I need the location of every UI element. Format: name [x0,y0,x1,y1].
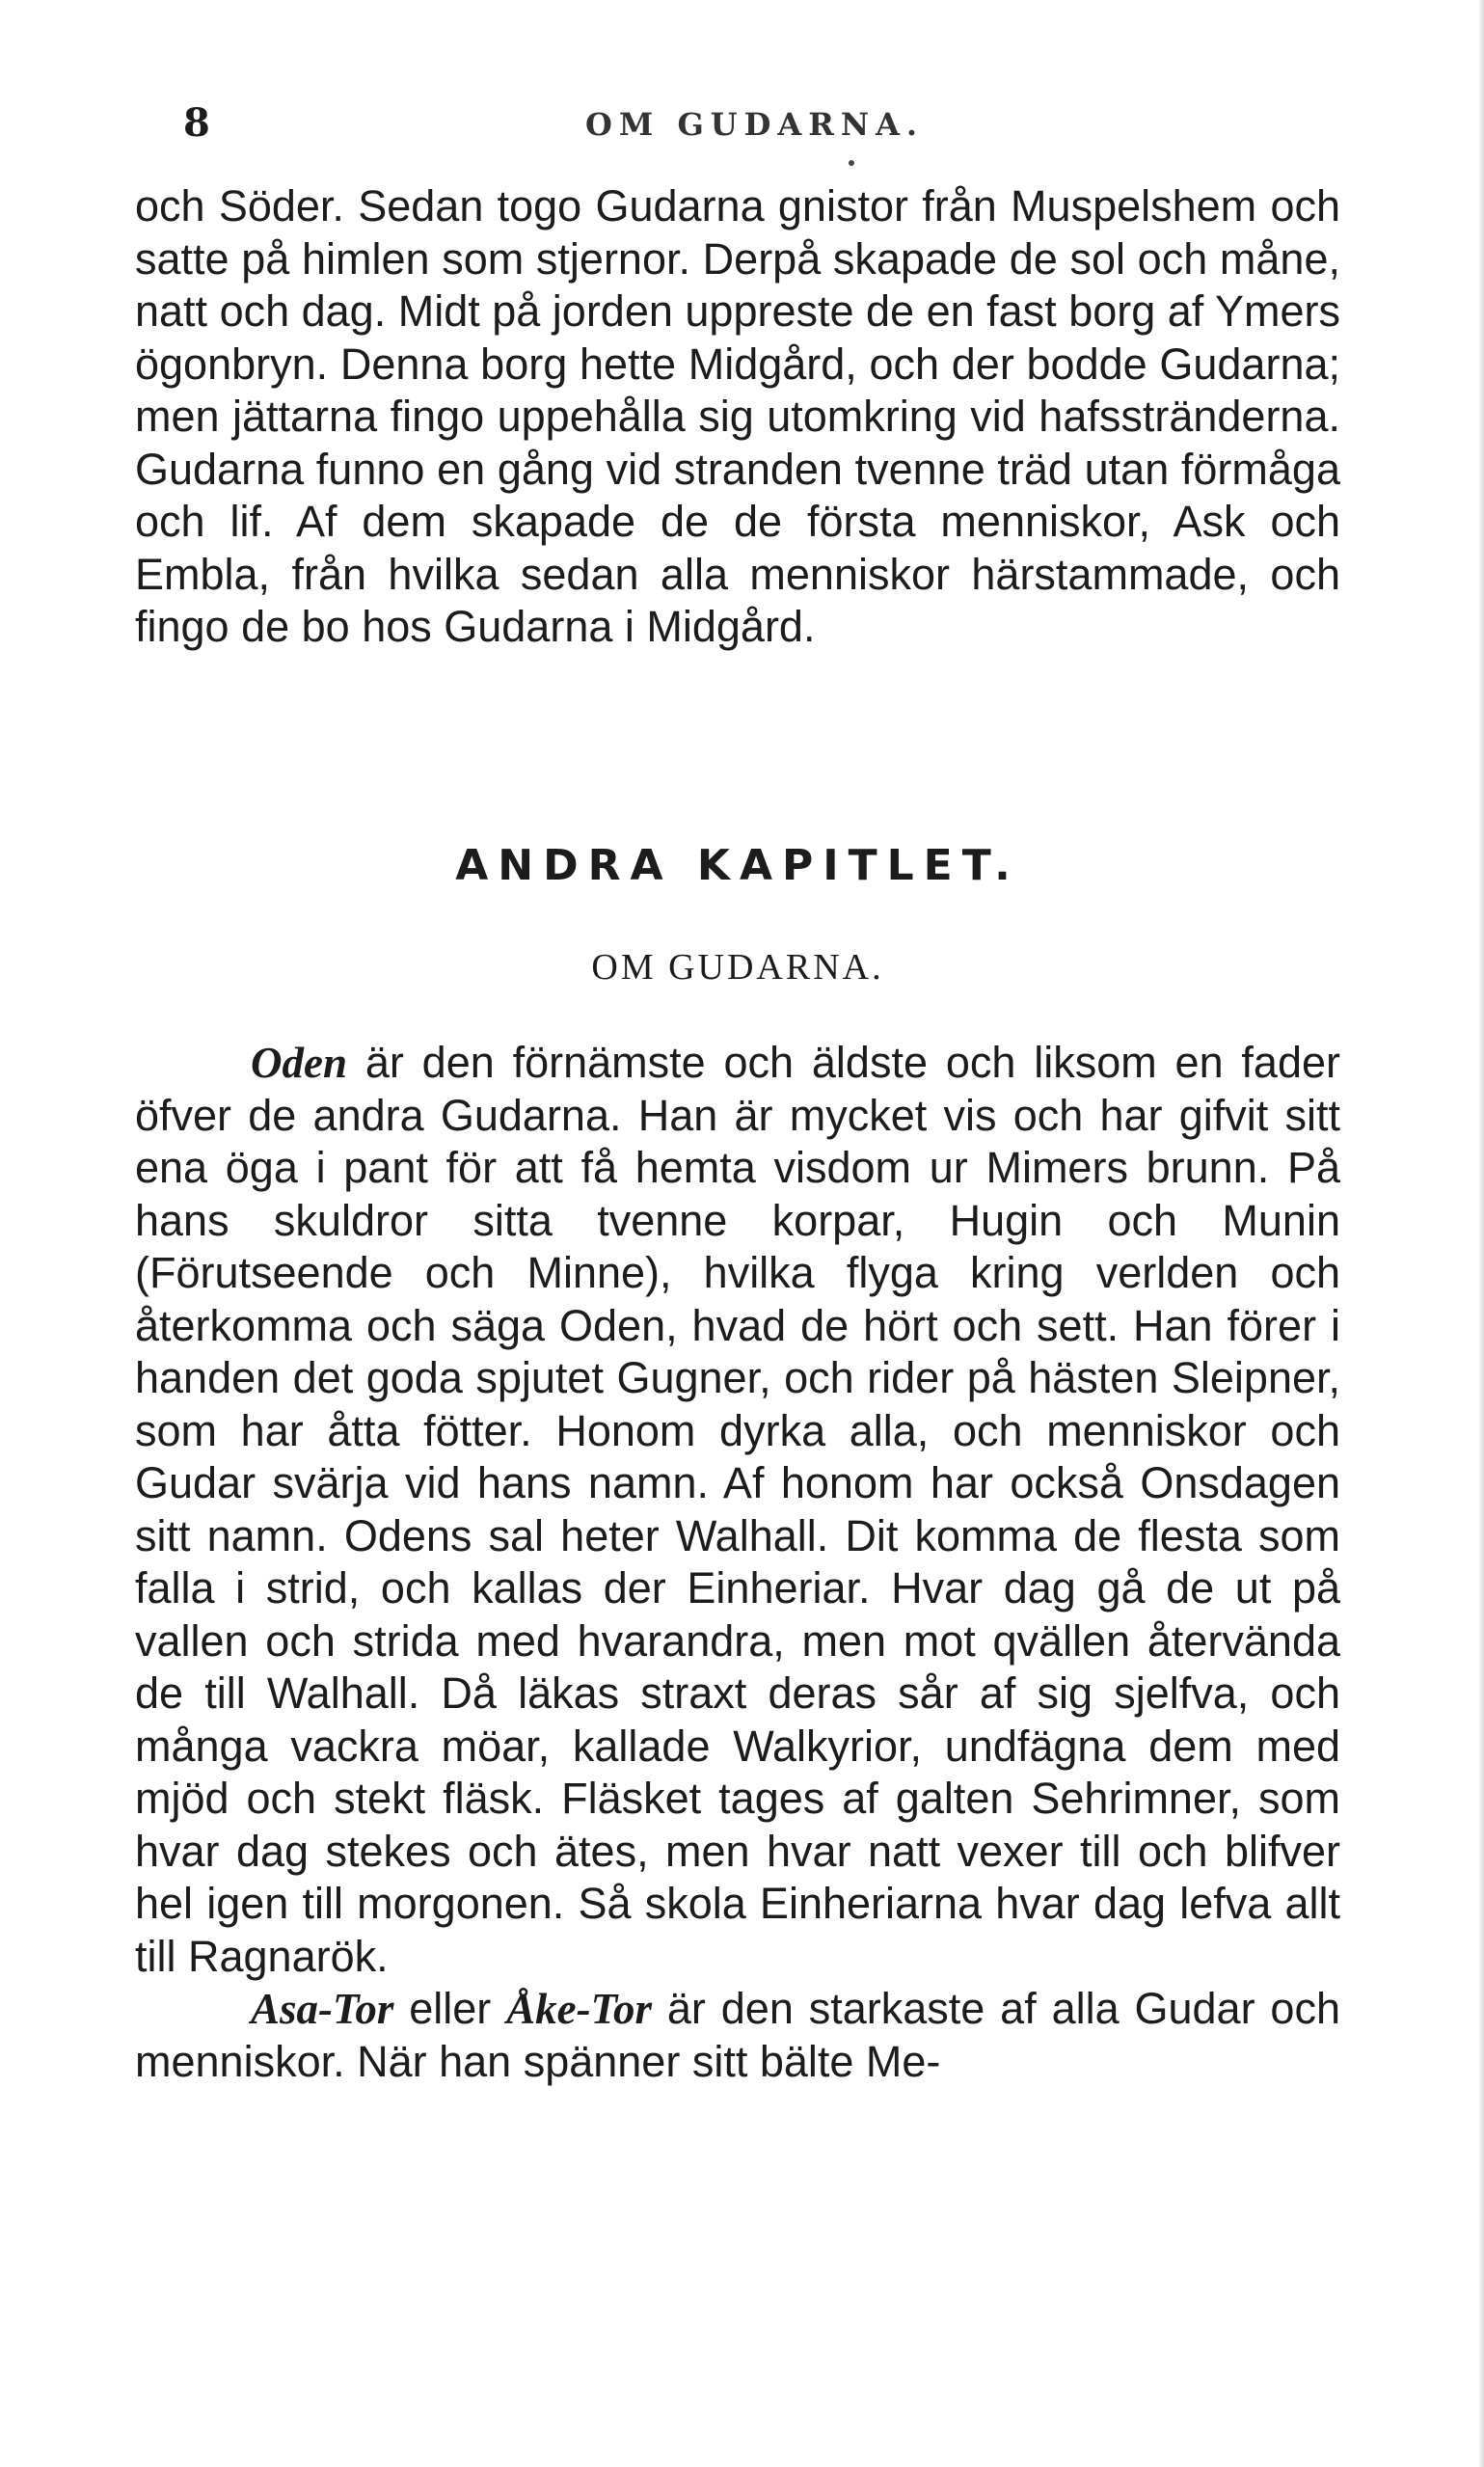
running-head: OM GUDARNA. [585,106,925,143]
paragraph-oden-text: är den förnämste och äldste och liksom en fader öfver de andra Gudarna. Han är mycket vis och har gifvit sitt ena öga i pant för att få hemta visdom ur Mimers brunn. På hans skuldror sitta tvenne korpar, Hugin och Munin (Förutseende och Minne), hvilka flyga kring verlden och återkomma och säga Oden, hvad de hört och sett. Han förer i handen det goda spjutet Gugner, och rider på hästen Sleipner, som har åtta fötter. Honom dyrka alla, och menniskor och Gudar svärja vid hans namn. Af honom har också Onsdagen sitt namn. Odens sal heter Walhall. Dit komma de flesta som falla i strid, och kallas der Einheriar. Hvar dag gå de ut på vallen och strida med hvarandra, men mot qvällen återvända de till Walhall. Då läkas straxt deras sår af sig sjelfva, och många vackra möar, kallade Walkyrior, undfägna dem med mjöd och stekt fläsk. Fläsket tages af galten Sehrimner, som hvar dag stekes och ätes, men hvar natt vexer till och blifver hel igen till morgonen. Så skola Einheriarna hvar dag lefva allt till Ragnarök. [135,1038,1340,1981]
chapter-subtitle: OM GUDARNA. [591,947,884,988]
paragraph-1-text: och Söder. Sedan togo Gudarna gnistor från Muspelshem och satte på himlen som stjernor. Derpå skapade de sol och måne, natt och dag. Midt på jorden upprestе de en fast borg af Ymers ögonbryn. Denna borg hette Midgård, och der bodde Gudarna; men jättarna fingo uppehålla sig utomkring vid hafsstränderna. Gudarna funno en gång vid stranden tvenne träd utan förmåga och lif. Af dem skapade de de första menniskor, Ask och Embla, från hvilka sedan alla menniskor härstammade, och fingo de bo hos Gudarna i Midgård. [135,181,1340,651]
paragraph-tor-text: är den starkaste af alla Gudar och menniskor. När han spänner sitt bälte Me- [135,1984,1340,2086]
page-number: 8 [183,100,210,146]
name-ake-tor: Åke-Tor [506,1985,653,2033]
paragraphs-gods [135,1037,1340,2088]
paragraph-tor [135,1983,1340,2088]
connector-eller: eller [393,1984,507,2033]
paragraph-oden [135,1037,1340,1983]
name-asa-tor: Asa-Tor [251,1985,394,2033]
chapter-title: ANDRA KAPITLET. [455,841,1020,890]
name-oden: Oden [251,1039,347,1087]
ink-speck [849,160,854,166]
paragraph-creation [135,180,1340,654]
page-header [183,100,1340,149]
page-edge [1478,0,1484,2467]
